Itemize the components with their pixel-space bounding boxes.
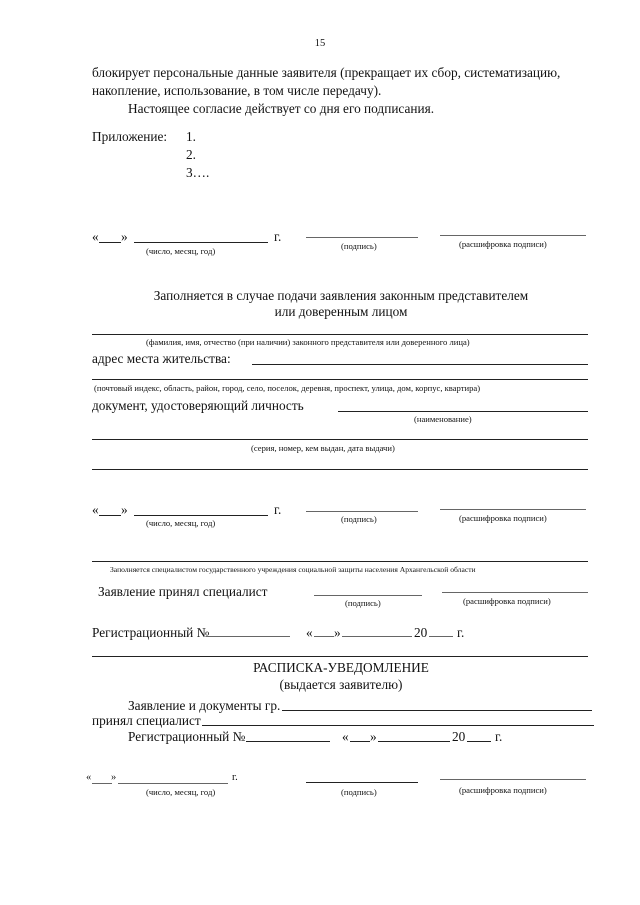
signature-decode-caption: (расшифровка подписи) — [459, 785, 547, 795]
specialist-reg-label: Регистрационный № — [92, 625, 210, 640]
rep-title-line-2: или доверенным лицом — [274, 304, 408, 319]
signature-field[interactable] — [306, 511, 418, 512]
rep-doc-series-field[interactable] — [92, 439, 588, 440]
date-close-quote: » — [121, 229, 128, 244]
rep-doc-name-caption: (наименование) — [414, 414, 472, 424]
rep-address-label: адрес места жительства: — [92, 351, 231, 366]
appendix-item-3: 3…. — [186, 165, 210, 180]
signature-decode-field[interactable] — [440, 779, 586, 780]
year-suffix: г. — [274, 502, 282, 517]
date-close-quote: » — [121, 502, 128, 517]
day-field[interactable] — [99, 515, 121, 516]
rep-doc-name-field[interactable] — [338, 411, 588, 412]
date-caption: (число, месяц, год) — [146, 787, 216, 797]
receipt-month-field[interactable] — [378, 741, 450, 742]
month-year-field[interactable] — [134, 242, 268, 243]
signature-decode-caption: (расшифровка подписи) — [459, 513, 547, 523]
intro-line-1: блокирует персональные данные заявителя (прекращает их сбор, систематизацию, — [92, 65, 561, 80]
date-open-quote: « — [92, 502, 99, 517]
page-number: 15 — [314, 38, 326, 49]
intro-line-2: накопление, использование, в том числе передачу). — [92, 83, 382, 98]
specialist-signature-field[interactable] — [314, 595, 422, 596]
specialist-year-field[interactable] — [429, 636, 453, 637]
day-field[interactable] — [99, 242, 121, 243]
specialist-reg-number-field[interactable] — [208, 636, 290, 637]
rep-doc-label: документ, удостоверяющий личность — [92, 398, 304, 413]
year-suffix: г. — [232, 772, 238, 783]
signature-decode-field[interactable] — [440, 509, 586, 510]
signature-decode-field[interactable] — [440, 235, 586, 236]
rep-fio-field[interactable] — [92, 334, 588, 335]
day-field[interactable] — [92, 783, 112, 784]
receipt-reg-number-field[interactable] — [246, 741, 330, 742]
rep-title-line-1: Заполняется в случае подачи заявления законным представителем — [153, 288, 529, 303]
specialist-decode-field[interactable] — [442, 592, 588, 593]
year-suffix: г. — [274, 229, 282, 244]
signature-caption: (подпись) — [341, 514, 377, 524]
receipt-year-prefix: 20 — [452, 729, 466, 744]
specialist-divider — [92, 561, 588, 562]
specialist-date-close: » — [334, 625, 341, 640]
specialist-decode-caption: (расшифровка подписи) — [463, 596, 551, 606]
date-open-quote: « — [86, 772, 92, 783]
receipt-docs-label: Заявление и документы гр. — [128, 698, 281, 713]
appendix-item-1: 1. — [186, 129, 196, 144]
rep-doc-series-field-2[interactable] — [92, 469, 588, 470]
specialist-year-suffix: г. — [457, 625, 465, 640]
specialist-year-prefix: 20 — [414, 625, 428, 640]
signature-caption: (подпись) — [341, 241, 377, 251]
receipt-year-suffix: г. — [495, 729, 503, 744]
receipt-title: РАСПИСКА-УВЕДОМЛЕНИЕ — [253, 660, 429, 675]
receipt-citizen-field[interactable] — [282, 710, 592, 711]
appendix-item-2: 2. — [186, 147, 196, 162]
signature-field[interactable] — [306, 782, 418, 783]
date-close-quote: » — [111, 772, 117, 783]
receipt-day-field[interactable] — [350, 741, 370, 742]
specialist-note: Заполняется специалистом государственного учреждения социальной защиты населения Архангельской области — [110, 565, 476, 574]
specialist-accepted-label: Заявление принял специалист — [98, 584, 268, 599]
date-caption: (число, месяц, год) — [146, 518, 216, 528]
receipt-divider — [92, 656, 588, 657]
date-caption: (число, месяц, год) — [146, 246, 216, 256]
signature-caption: (подпись) — [341, 787, 377, 797]
rep-address-caption: (почтовый индекс, область, район, город, село, поселок, деревня, проспект, улица, дом, корпус, квартира) — [94, 383, 481, 393]
receipt-date-open: « — [342, 729, 349, 744]
rep-fio-caption: (фамилия, имя, отчество (при наличии) законного представителя или доверенного лица) — [146, 337, 470, 347]
receipt-subtitle: (выдается заявителю) — [279, 677, 403, 692]
receipt-specialist-field[interactable] — [202, 725, 594, 726]
receipt-accepted-label: принял специалист — [92, 713, 201, 728]
signature-decode-caption: (расшифровка подписи) — [459, 239, 547, 249]
appendix-label: Приложение: — [92, 129, 168, 144]
specialist-signature-caption: (подпись) — [345, 598, 381, 608]
receipt-date-close: » — [370, 729, 377, 744]
receipt-reg-label: Регистрационный № — [128, 729, 246, 744]
rep-doc-series-caption: (серия, номер, кем выдан, дата выдачи) — [251, 443, 395, 453]
date-open-quote: « — [92, 229, 99, 244]
month-year-field[interactable] — [118, 783, 228, 784]
month-year-field[interactable] — [134, 515, 268, 516]
rep-address-field-2[interactable] — [92, 379, 588, 380]
specialist-day-field[interactable] — [314, 636, 334, 637]
rep-address-field[interactable] — [252, 364, 588, 365]
specialist-date-open: « — [306, 625, 313, 640]
intro-line-3: Настоящее согласие действует со дня его подписания. — [128, 101, 435, 116]
receipt-year-field[interactable] — [467, 741, 491, 742]
specialist-month-field[interactable] — [342, 636, 412, 637]
signature-field[interactable] — [306, 237, 418, 238]
